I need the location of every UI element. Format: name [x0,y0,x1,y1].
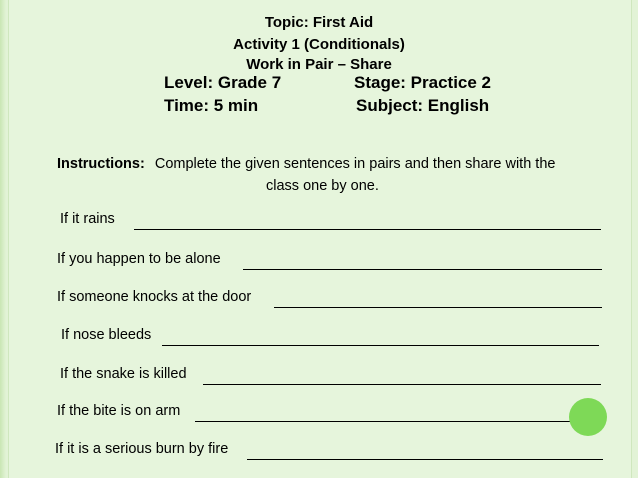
answer-blank-2[interactable] [243,269,602,270]
stage-label: Stage: Practice 2 [354,73,492,92]
instructions-label: Instructions: [57,156,145,172]
prompt-1: If it rains [60,211,115,227]
time-label: Time: 5 min [164,96,259,115]
prompt-5: If the snake is killed [60,366,187,382]
answer-blank-6[interactable] [195,421,601,422]
instructions [57,153,617,194]
topic-title: Topic: First Aid [264,14,374,31]
level-label: Level: Grade 7 [164,73,282,92]
instructions-text-line1: Complete the given sentences in pairs and then share with the [154,156,556,172]
answer-blank-3[interactable] [274,307,602,308]
activity-title: Activity 1 (Conditionals) [233,36,405,53]
answer-blank-5[interactable] [203,384,601,385]
prompt-3: If someone knocks at the door [57,289,252,305]
green-circle-decoration [569,398,607,436]
instructions-text-line2: class one by one. [266,178,379,194]
mode-title: Work in Pair – Share [246,56,392,73]
subject-label: Subject: English [356,96,490,115]
prompt-2: If you happen to be alone [57,251,221,267]
prompt-6: If the bite is on arm [57,403,181,419]
answer-blank-1[interactable] [134,229,601,230]
prompt-7: If it is a serious burn by fire [55,441,229,457]
prompt-4: If nose bleeds [61,327,152,343]
answer-blank-4[interactable] [162,345,599,346]
answer-blank-7[interactable] [247,459,603,460]
